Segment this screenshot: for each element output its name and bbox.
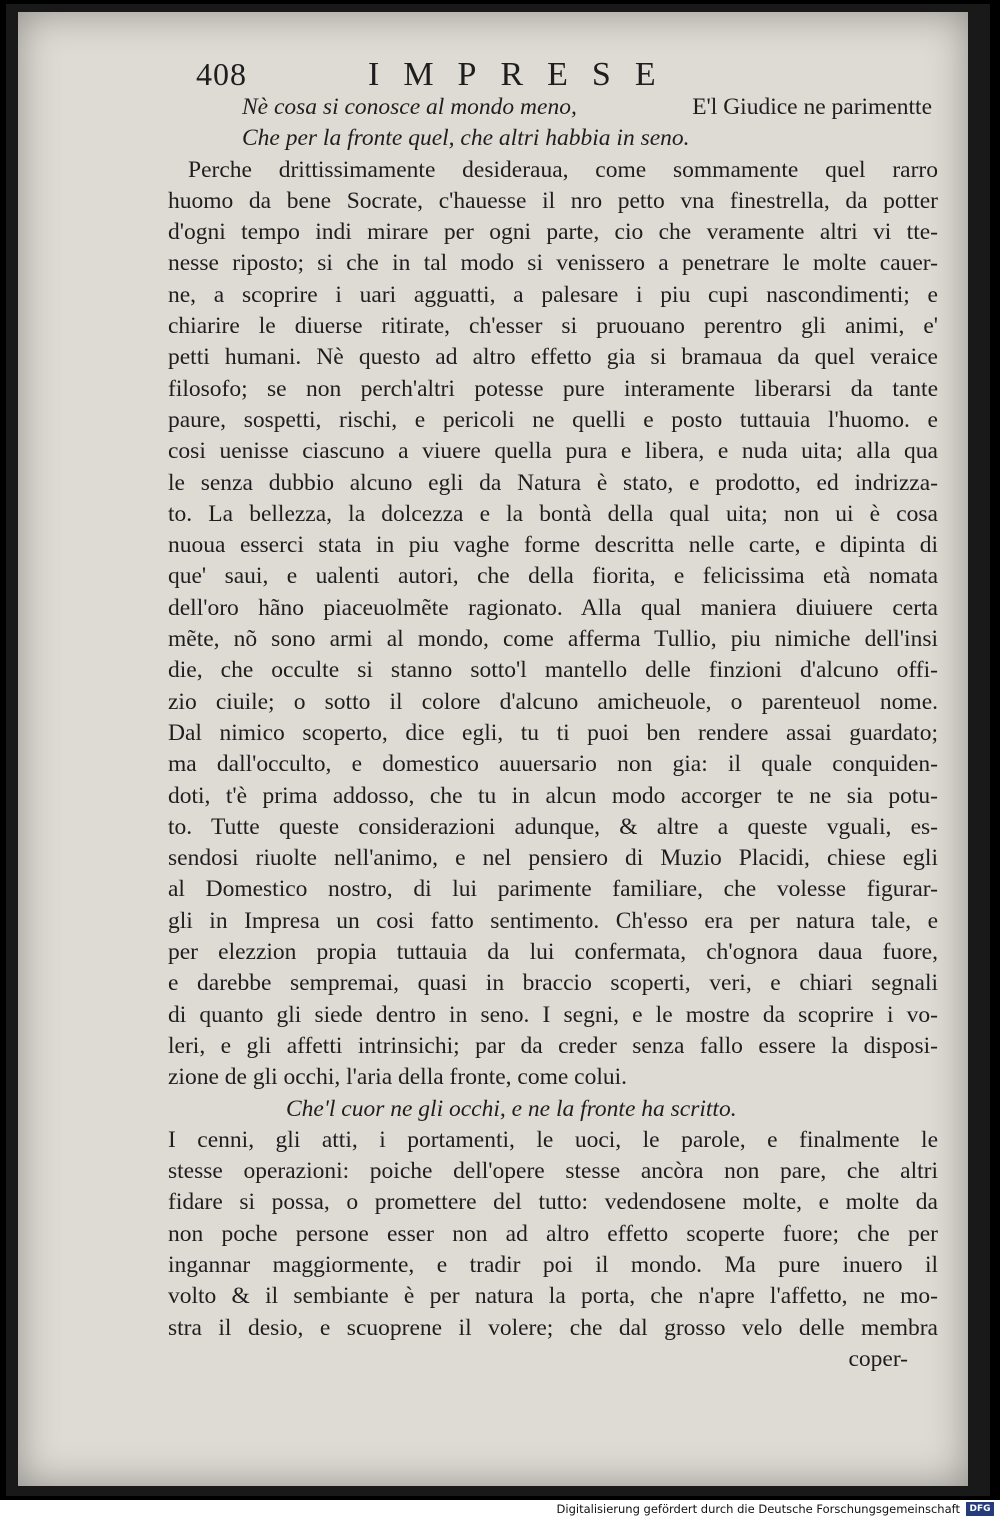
footer-credit: Digitalisierung gefördert durch die Deutsche Forschungsgemeinschaft [556, 1502, 960, 1516]
text-line: le senza dubbio alcuno egli da Natura è stato, e prodotto, ed indrizza- [168, 469, 938, 496]
verse-line: Nè cosa si conosce al mondo meno, E'l Giudice ne parimentte [242, 94, 932, 120]
text-line: to. La bellezza, la dolcezza e la bontà della qual uita; non ui è cosa [168, 500, 938, 527]
text-line: que' saui, e ualenti autori, che della fiorita, e felicissima età nomata [168, 563, 938, 590]
text-line: cosi uenisse ciascuno a viuere quella pura e libera, e nuda uita; alla qua [168, 438, 938, 465]
text-line: per elezzion propia tuttauia da lui confermata, ch'ognora daua fuore, [168, 939, 938, 966]
text-line: to. Tutte queste considerazioni adunque, & altre a queste vguali, es- [168, 813, 938, 840]
verse-quote: Che'l cuor ne gli occhi, e ne la fronte ha scritto. [286, 1095, 737, 1122]
text-line: di quanto gli siede dentro in seno. I segni, e le mostre da scoprire i vo- [168, 1001, 938, 1028]
text-line: nesse riposto; si che in tal modo si venissero a penetrare le molte cauer- [168, 250, 938, 277]
text-line: ma dall'occulto, e domestico auuersario non gia: il quale conquiden- [168, 751, 938, 778]
body-paragraph [168, 155, 938, 1094]
text-line: volto & il sembiante è per natura la porta, che n'apre l'affetto, ne mo- [168, 1283, 938, 1310]
text-line: petti humani. Nè questo ad altro effetto gia si bramaua da quel veraice [168, 344, 938, 371]
text-line: al Domestico nostro, di lui parimente familiare, che volesse figurar- [168, 876, 938, 903]
text-line: Dal nimico scoperto, dice egli, tu ti puoi ben rendere assai guardato; [168, 719, 938, 746]
page-header [168, 48, 938, 92]
text-line: filosofo; se non perch'altri potesse pure interamente liberarsi da tante [168, 375, 938, 402]
text-line: zione de gli occhi, l'aria della fronte, come colui. [168, 1064, 628, 1091]
text-line: dell'oro hãno piaceuolmẽte ragionato. Alla qual maniera diuiuere certa [168, 594, 938, 621]
text-line: non poche persone esser non ad altro effetto scoperte fuore; che per [168, 1220, 938, 1247]
text-line: ingannar maggiormente, e tradir poi il mondo. Ma pure inuero il [168, 1251, 938, 1278]
text-line: d'ogni tempo indi mirare per ogni parte, cio che veramente altri vi tte- [168, 219, 938, 246]
digitization-footer [0, 1500, 1000, 1520]
body-paragraph [168, 1125, 938, 1344]
dfg-logo: DFG [966, 1502, 994, 1516]
text-line: doti, t'è prima addosso, che tu in alcun modo accorger te ne sia potu- [168, 782, 938, 809]
text-line: die, che occulte si stanno sotto'l mantello delle finzioni d'alcuno offi- [168, 657, 938, 684]
text-line: Perche drittissimamente desideraua, come sommamente quel rarro [188, 156, 938, 183]
text-line: chiarire le diuerse ritirate, ch'esser si pruouano perentro gli animi, e' [168, 313, 938, 340]
text-line: nuoua esserci stata in piu vaghe forme descritta nelle carte, e dipinta di [168, 532, 938, 559]
page-text [168, 48, 938, 1375]
verse-line: Che per la fronte quel, che altri habbia in seno. [242, 125, 690, 152]
text-line: mẽte, nõ sono armi al mondo, come afferma Tullio, piu nimiche dell'insi [168, 626, 938, 653]
text-line: ne, a scoprire i uari agguatti, a palesare i piu cupi nascondimenti; e [168, 281, 938, 308]
text-line: paure, sospetti, rischi, e pericoli ne quelli e posto tuttauia l'huomo. e [168, 406, 938, 433]
text-line: stesse operazioni: poiche dell'opere stesse ancòra non pare, che altri [168, 1158, 938, 1185]
text-line: fidare si possa, o promettere del tutto: vedendosene molte, e molte da [168, 1189, 938, 1216]
text-line: e darebbe sempremai, quasi in braccio scoperti, veri, e chiari segnali [168, 970, 938, 997]
text-line: gli in Impresa un cosi fatto sentimento. Ch'esso era per natura tale, e [168, 907, 938, 934]
text-line: sendosi riuolte nell'animo, e nel pensiero di Muzio Placidi, chiese egli [168, 845, 938, 872]
text-line: huomo da bene Socrate, c'hauesse il nro petto vna finestrella, da potter [168, 187, 938, 214]
running-head: IMPRESE [368, 56, 680, 93]
text-line: stra il desio, e scuoprene il volere; che dal grosso velo delle membra [168, 1314, 938, 1341]
folio-number: 408 [196, 56, 247, 92]
text-line: I cenni, gli atti, i portamenti, le uoci, le parole, e finalmente le [168, 1126, 938, 1153]
text-line: leri, e gli affetti intrinsichi; par da creder senza fallo essere la disposi- [168, 1032, 938, 1059]
catchword: coper- [848, 1345, 908, 1372]
text-line: zio ciuile; o sotto il colore d'alcuno amicheuole, o parenteuol nome. [168, 688, 938, 715]
